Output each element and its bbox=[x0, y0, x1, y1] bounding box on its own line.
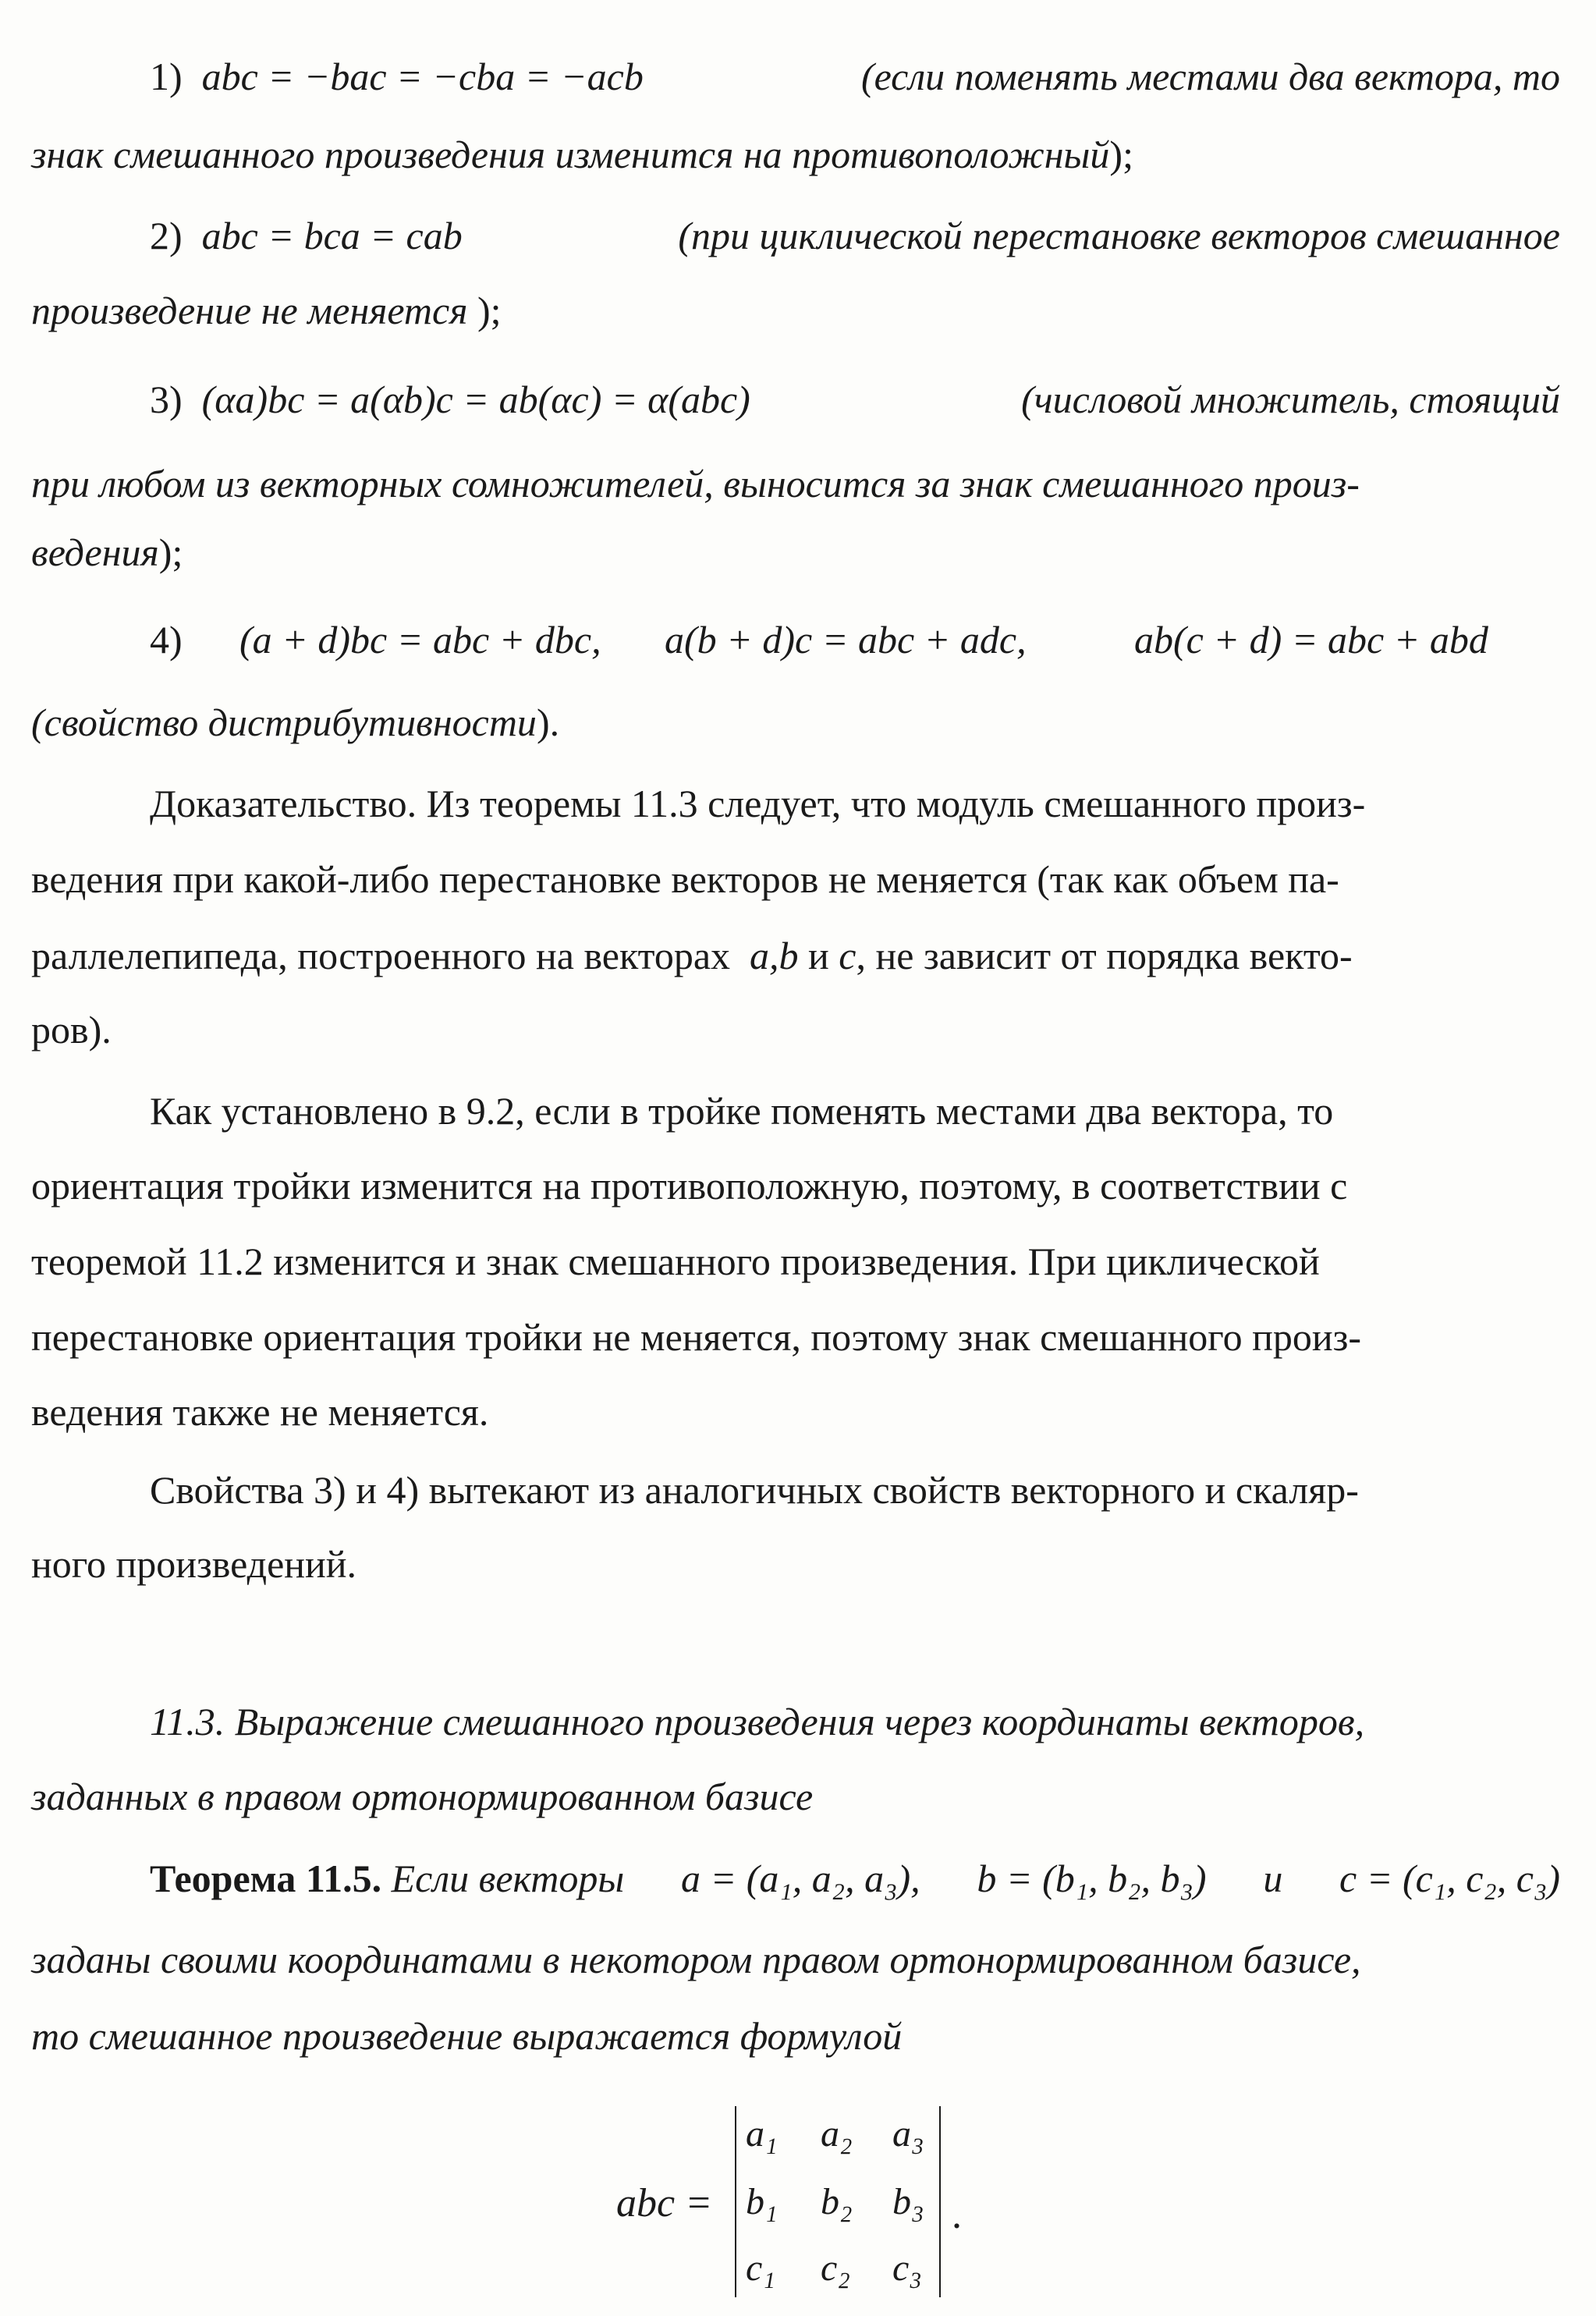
property-1-line-2 bbox=[31, 131, 1560, 178]
property-1-note-a: (если поменять местами два вектора, то bbox=[860, 55, 1560, 98]
para2-line-2 bbox=[31, 1162, 1560, 1209]
theorem-label: Теорема 11.5. bbox=[150, 1857, 382, 1900]
matrix-cell: b₁ bbox=[746, 2181, 778, 2222]
proof-vector-c: c bbox=[839, 934, 857, 977]
matrix-cell: a₂ bbox=[821, 2113, 853, 2155]
para2-line-5 bbox=[31, 1389, 1560, 1435]
property-3-note-c: ведения bbox=[31, 530, 159, 574]
para2-text-3: теоремой 11.2 изменится и знак смешанного произведения. При циклической bbox=[31, 1240, 1320, 1283]
proof-line-2 bbox=[31, 856, 1560, 903]
proof-line-1 bbox=[150, 780, 1560, 827]
property-1-number: 1) bbox=[150, 55, 183, 98]
para2-text-2: ориентация тройки изменится на противоположную, поэтому, в соответствии с bbox=[31, 1164, 1348, 1208]
matrix-cell: b₃ bbox=[892, 2181, 924, 2222]
property-3-note-a: (числовой множитель, стоящий bbox=[1021, 378, 1560, 421]
theorem-line-2 bbox=[31, 1936, 1560, 1983]
matrix-cell: a₃ bbox=[892, 2113, 924, 2155]
para3-text-2: ного произведений. bbox=[31, 1542, 357, 1586]
property-3-formula: (αa)bc = a(αb)c = ab(αc) = α(abc) bbox=[201, 378, 750, 421]
matrix-cell: c₂ bbox=[821, 2247, 850, 2289]
theorem-line-1 bbox=[150, 1855, 1560, 1902]
property-3-line-1 bbox=[150, 376, 1560, 423]
proof-text-4: ров). bbox=[31, 1008, 112, 1052]
theorem-text-2: заданы своими координатами в некотором правом ортонормированном базисе, bbox=[31, 1938, 1361, 1981]
property-1-close: ); bbox=[1109, 133, 1133, 176]
property-1-note-b: знак смешанного произведения изменится на противоположный bbox=[31, 133, 1110, 176]
property-1-line-1 bbox=[150, 53, 1560, 100]
matrix-cell: c₃ bbox=[892, 2247, 922, 2289]
theorem-intro: Если векторы bbox=[391, 1857, 625, 1900]
theorem-vector-c: c = (c₁, c₂, c₃) bbox=[1339, 1857, 1560, 1900]
property-4-formula-3: ab(c + d) = abc + abd bbox=[1134, 618, 1488, 661]
para2-line-1 bbox=[150, 1087, 1560, 1134]
theorem-vector-b: b = (b₁, b₂, b₃) bbox=[977, 1857, 1207, 1900]
determinant-formula bbox=[616, 2106, 1006, 2301]
formula-lhs: abc = bbox=[616, 2181, 713, 2226]
property-4-number: 4) bbox=[150, 618, 183, 661]
property-3-note-b: при любом из векторных сомножителей, выносится за знак смешанного произ- bbox=[31, 462, 1360, 505]
proof-text-1: Доказательство. Из теоремы 11.3 следует, что модуль смешанного произ- bbox=[150, 782, 1366, 825]
para3-line-2 bbox=[31, 1541, 1560, 1587]
property-2-close: ); bbox=[477, 289, 502, 332]
para3-text-1: Свойства 3) и 4) вытекают из аналогичных свойств векторного и скаляр- bbox=[150, 1468, 1359, 1512]
property-4-formula-2: a(b + d)c = abc + adc, bbox=[665, 618, 1027, 661]
section-heading-1: 11.3. Выражение смешанного произведения через координаты векторов, bbox=[150, 1700, 1365, 1743]
property-4-close: ). bbox=[536, 700, 560, 744]
property-2-note-b: произведение не меняется bbox=[31, 289, 468, 332]
proof-line-4 bbox=[31, 1006, 1560, 1053]
para2-line-3 bbox=[31, 1238, 1560, 1285]
theorem-and: и bbox=[1263, 1857, 1283, 1900]
section-heading-2: заданных в правом ортонормированном базисе bbox=[31, 1775, 814, 1818]
proof-text-3b: , не зависит от порядка векто- bbox=[856, 934, 1353, 977]
property-4-note: (свойство дистрибутивности bbox=[31, 700, 537, 744]
property-2-note-a: (при циклической перестановке векторов смешанное bbox=[678, 214, 1560, 257]
proof-text-3a: раллелепипеда, построенного на векторах bbox=[31, 934, 731, 977]
proof-and: и bbox=[808, 934, 829, 977]
para3-line-1 bbox=[150, 1467, 1560, 1513]
property-3-number: 3) bbox=[150, 378, 183, 421]
property-1-formula: abc = −bac = −cba = −acb bbox=[201, 55, 644, 98]
property-4-formula-1: (a + d)bc = abc + dbc, bbox=[239, 618, 601, 661]
determinant-matrix bbox=[735, 2106, 941, 2297]
theorem-text-3: то смешанное произведение выражается формулой bbox=[31, 2014, 903, 2058]
property-3-line-3 bbox=[31, 529, 1560, 576]
matrix-cell: b₂ bbox=[821, 2181, 853, 2222]
section-heading-line-1 bbox=[150, 1698, 1560, 1745]
proof-text-2: ведения при какой-либо перестановке векторов не меняется (так как объем па- bbox=[31, 857, 1339, 901]
proof-line-3 bbox=[31, 932, 1560, 979]
property-2-number: 2) bbox=[150, 214, 183, 257]
section-heading-line-2 bbox=[31, 1773, 1560, 1820]
property-4-line-1 bbox=[150, 616, 1560, 663]
theorem-line-3 bbox=[31, 2013, 1560, 2059]
property-3-close: ); bbox=[158, 530, 183, 574]
para2-line-4 bbox=[31, 1314, 1560, 1360]
property-3-line-2 bbox=[31, 460, 1560, 507]
formula-end-period: . bbox=[952, 2193, 962, 2237]
property-2-line-2 bbox=[31, 287, 1560, 334]
matrix-cell: a₁ bbox=[746, 2113, 778, 2155]
theorem-vector-a: a = (a₁, a₂, a₃), bbox=[680, 1857, 920, 1900]
property-2-formula: abc = bca = cab bbox=[201, 214, 463, 257]
property-2-line-1 bbox=[150, 212, 1560, 259]
para2-text-1: Как установлено в 9.2, если в тройке поменять местами два вектора, то bbox=[150, 1089, 1334, 1133]
para2-text-5: ведения также не меняется. bbox=[31, 1390, 489, 1434]
para2-text-4: перестановке ориентация тройки не меняется, поэтому знак смешанного произ- bbox=[31, 1315, 1361, 1359]
matrix-cell: c₁ bbox=[746, 2247, 775, 2289]
property-4-line-2 bbox=[31, 699, 1560, 746]
proof-vectors-ab: a,b bbox=[750, 934, 799, 977]
